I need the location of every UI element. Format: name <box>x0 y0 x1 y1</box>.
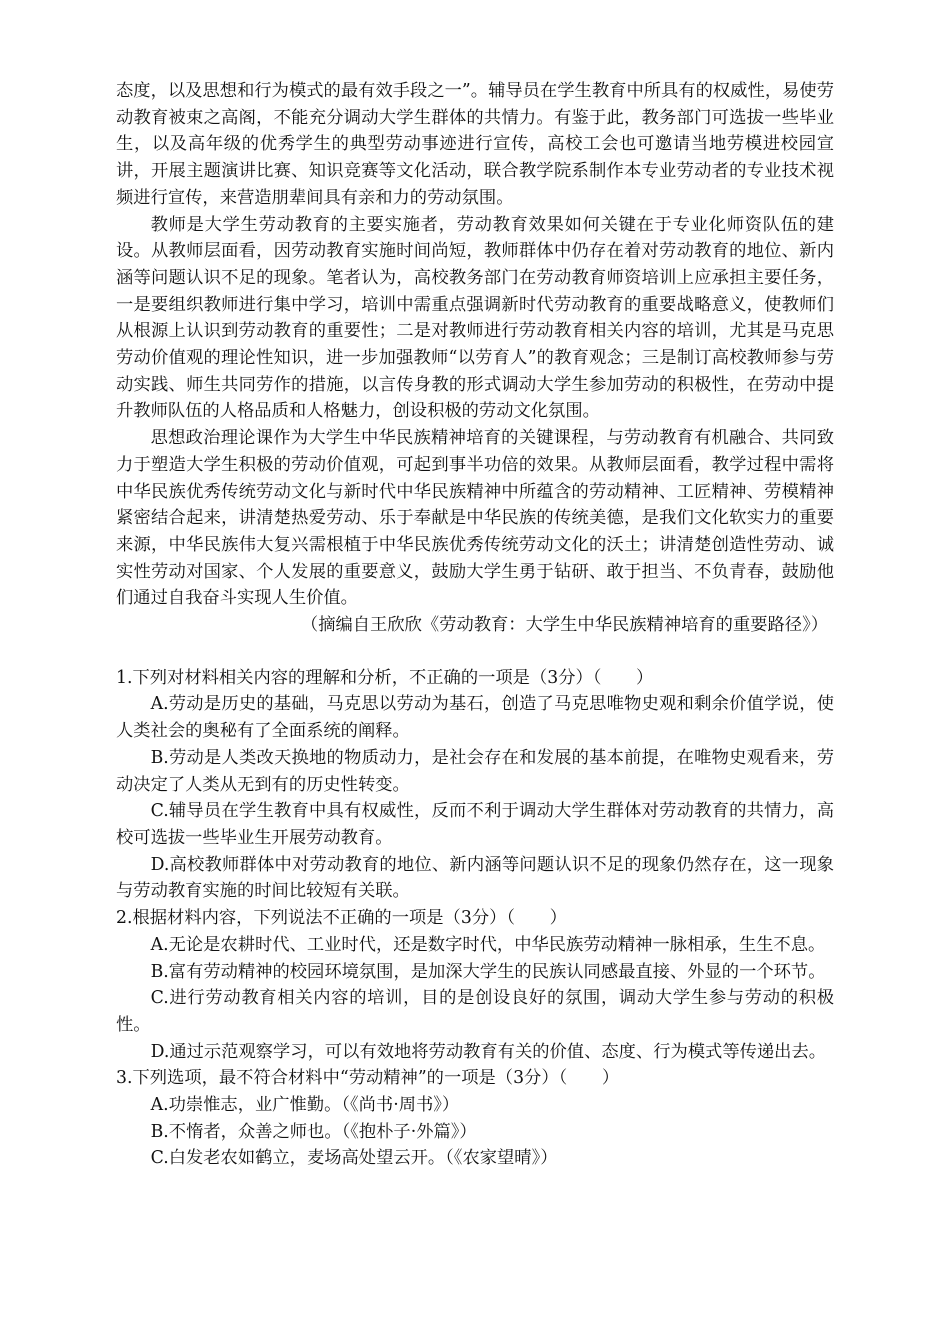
section-gap <box>116 639 834 665</box>
option-b: B.劳动是人类改天换地的物质动力，是社会存在和发展的基本前提，在唯物史观看来，劳动决定了人类从无到有的历史性转变。 <box>116 747 834 795</box>
option-d: D.通过示范观察学习，可以有效地将劳动教育有关的价值、态度、行为模式等传递出去。 <box>150 1041 827 1062</box>
question-stem: 2.根据材料内容，下列说法不正确的一项是（3分）（ ） <box>116 908 567 929</box>
option-c: C.辅导员在学生教育中具有权威性，反而不利于调动大学生群体对劳动教育的共情力，高校可选拔一些毕业生开展劳动教育。 <box>116 801 834 848</box>
source-citation: （摘编自王欣欣《劳动教育：大学生中华民族精神培育的重要路径》） <box>300 615 828 636</box>
question-3 <box>116 1065 834 1172</box>
option-b: B.富有劳动精神的校园环境氛围，是加深大学生的民族认同感最直接、外显的一个环节。 <box>150 961 826 982</box>
option-a: A.无论是农耕时代、工业时代，还是数字时代，中华民族劳动精神一脉相承，生生不息。 <box>150 934 826 955</box>
question-2 <box>116 905 834 1065</box>
option-d: D.高校教师群体中对劳动教育的地位、新内涵等问题认识不足的现象仍然存在，这一现象与劳动教育实施的时间比较短有关联。 <box>116 854 834 902</box>
option-c: C.白发老农如鹤立，麦场高处望云开。（《农家望晴》） <box>150 1148 558 1169</box>
question-stem: 1.下列对材料相关内容的理解和分析，不正确的一项是（3分）（ ） <box>116 667 654 688</box>
option-a: A.劳动是历史的基础，马克思以劳动为基石，创造了马克思唯物史观和剩余价值学说，使人类社会的奥秘有了全面系统的阐释。 <box>116 694 834 742</box>
question-stem: 3.下列选项，最不符合材料中“劳动精神”的一项是（3分）（ ） <box>116 1068 620 1089</box>
passage-paragraph: 态度，以及思想和行为模式的最有效手段之一”。辅导员在学生教育中所具有的权威性，易使劳动教育被束之高阁，不能充分调动大学生群体的共情力。有鉴于此，教务部门可选拔一些毕业生，以及高年级的优秀学生的典型劳动事迹进行宣传，高校工会也可邀请当地劳模进校园宣讲，开展主题演讲比赛、知识竞赛等文化活动，联合教学院系制作本专业劳动者的专业技术视频进行宣传，来营造朋辈间具有亲和力的劳动氛围。 <box>116 81 834 208</box>
option-c: C.进行劳动教育相关内容的培训，目的是创设良好的氛围，调动大学生参与劳动的积极性。 <box>116 988 834 1035</box>
option-a: A.功崇惟志，业广惟勤。（《尚书·周书》） <box>150 1095 460 1116</box>
question-1 <box>116 665 834 905</box>
document-page <box>116 78 834 1172</box>
passage-paragraph: 思想政治理论课作为大学生中华民族精神培育的关键课程，与劳动教育有机融合、共同致力于塑造大学生积极的劳动价值观，可起到事半功倍的效果。从教师层面看，教学过程中需将中华民族优秀传统劳动文化与新时代中华民族精神中所蕴含的劳动精神、工匠精神、劳模精神紧密结合起来，讲清楚热爱劳动、乐于奉献是中华民族的传统美德，是我们文化软实力的重要来源，中华民族伟大复兴需根植于中华民族优秀传统劳动文化的沃土；讲清楚创造性劳动、诚实性劳动对国家、个人发展的重要意义，鼓励大学生勇于钻研、敢于担当、不负青春，鼓励他们通过自我奋斗实现人生价值。 <box>116 428 834 609</box>
passage-paragraph: 教师是大学生劳动教育的主要实施者，劳动教育效果如何关键在于专业化师资队伍的建设。从教师层面看，因劳动教育实施时间尚短，教师群体中仍存在着对劳动教育的地位、新内涵等问题认识不足的现象。笔者认为，高校教务部门在劳动教育师资培训上应承担主要任务，一是要组织教师进行集中学习，培训中需重点强调新时代劳动教育的重要战略意义，使教师们从根源上认识到劳动教育的重要性；二是对教师进行劳动教育相关内容的培训，尤其是马克思劳动价值观的理论性知识，进一步加强教师“以劳育人”的教育观念；三是制订高校教师参与劳动实践、师生共同劳作的措施，以言传身教的形式调动大学生参加劳动的积极性，在劳动中提升教师队伍的人格品质和人格魅力，创设积极的劳动文化氛围。 <box>116 214 834 422</box>
option-b: B.不惰者，众善之师也。（《抱朴子·外篇》） <box>150 1121 477 1142</box>
